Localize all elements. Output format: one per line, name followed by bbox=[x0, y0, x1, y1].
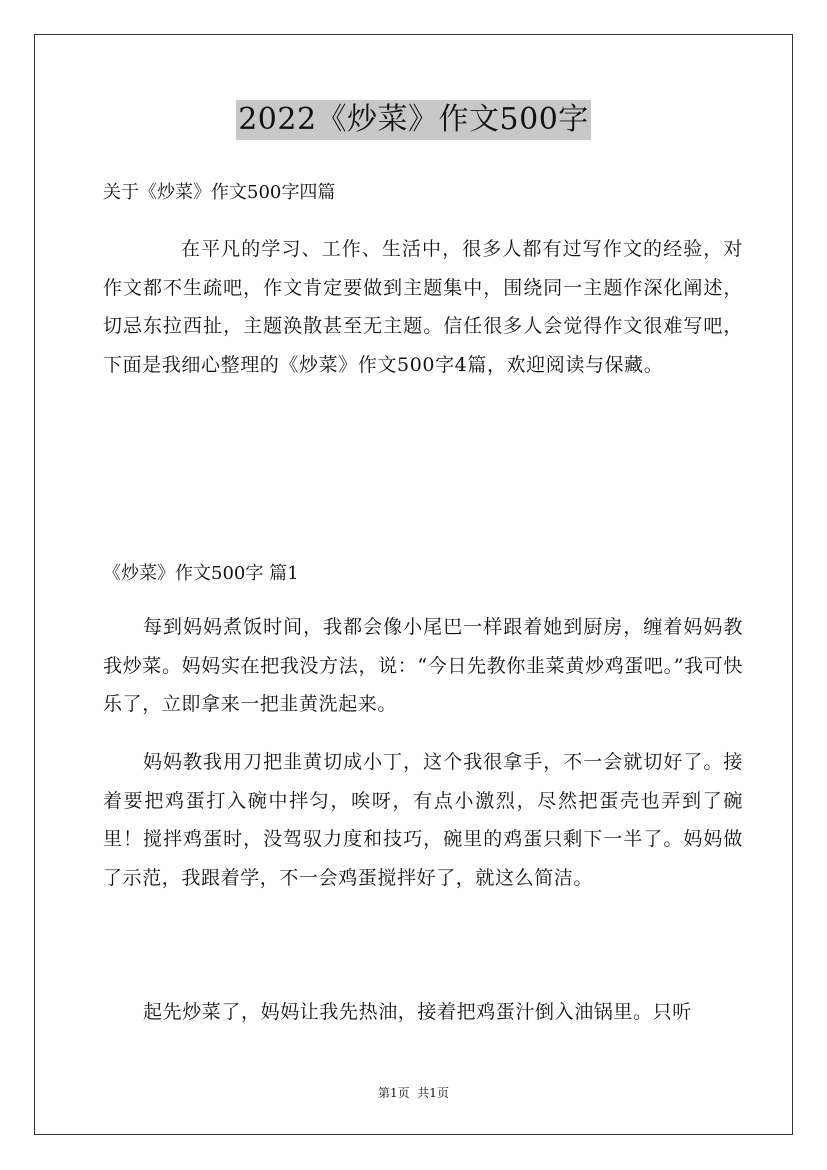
body-paragraph-1: 每到妈妈煮饭时间，我都会像小尾巴一样跟着她到厨房，缠着妈妈教我炒菜。妈妈实在把我没方法，说：“今日先教你韭菜黄炒鸡蛋吧。”我可快乐了，立即拿来一把韭黄洗起来。 bbox=[103, 616, 743, 716]
document-subtitle: 关于《炒菜》作文500字四篇 bbox=[103, 182, 336, 203]
title-container bbox=[0, 100, 827, 140]
document-title: 2022《炒菜》作文500字 bbox=[236, 100, 591, 140]
intro-paragraph: 在平凡的学习、工作、生活中，很多人都有过写作文的经验，对作文都不生疏吧，作文肯定要做到主题集中，围绕同一主题作深化阐述，切忌东拉西扯，主题涣散甚至无主题。信任很多人会觉得作文很难写吧，下面是我细心整理的《炒菜》作文500字4篇，欢迎阅读与保藏。 bbox=[103, 238, 743, 376]
page-footer: 第1页 共1页 bbox=[378, 1086, 449, 1100]
section-heading: 《炒菜》作文500字 篇1 bbox=[103, 563, 299, 584]
body-paragraph-3: 起先炒菜了，妈妈让我先热油，接着把鸡蛋汁倒入油锅里。只听 bbox=[143, 1001, 692, 1023]
body-paragraph-2: 妈妈教我用刀把韭黄切成小丁，这个我很拿手，不一会就切好了。接着要把鸡蛋打入碗中拌匀，唉呀，有点小激烈，尽然把蛋壳也弄到了碗里！搅拌鸡蛋时，没驾驭力度和技巧，碗里的鸡蛋只剩下一半了。妈妈做了示范，我跟着学，不一会鸡蛋搅拌好了，就这么简洁。 bbox=[103, 751, 743, 889]
